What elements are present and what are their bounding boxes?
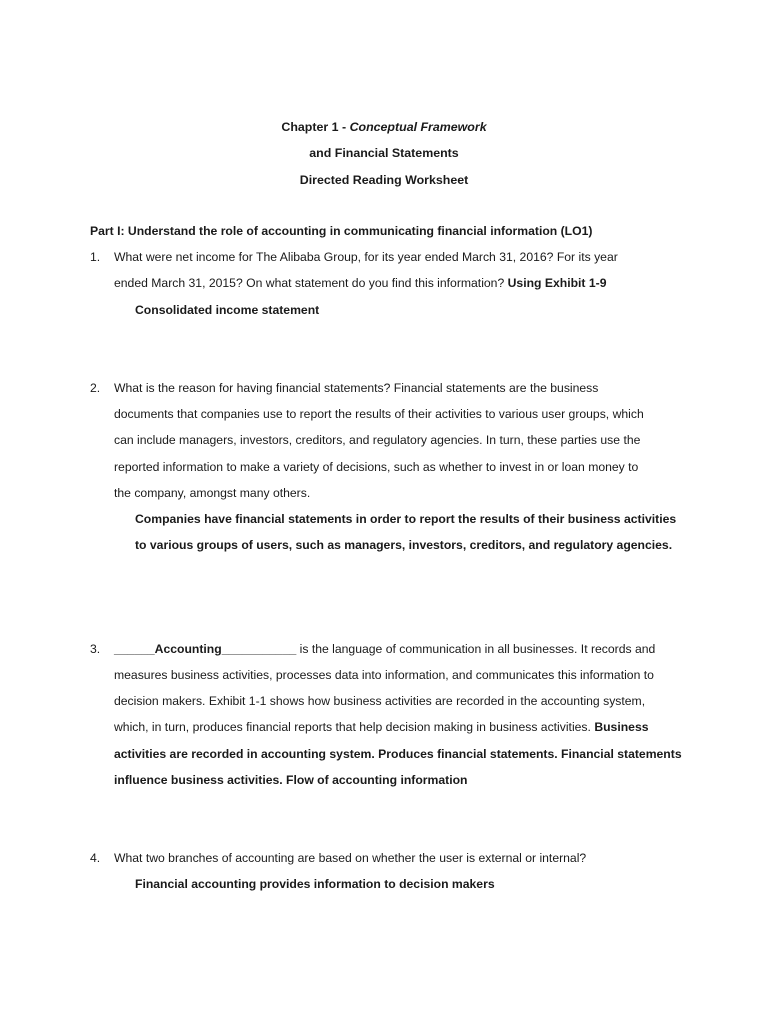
title-italic: Conceptual Framework (349, 120, 487, 134)
q1-number: 1. (90, 250, 101, 264)
q2-line-1: What is the reason for having financial statements? Financial statements are the business (114, 381, 599, 395)
q1-line-2-bold: Using Exhibit 1-9 (507, 276, 607, 290)
q4-answer: Financial accounting provides information to decision makers (135, 877, 495, 891)
q3-line-3: decision makers. Exhibit 1-1 shows how business activities are recorded in the accounting system, (114, 694, 646, 708)
q2-line-4: reported information to make a variety of decisions, such as whether to invest in or loan money to (114, 460, 639, 474)
q2-answer-1: Companies have financial statements in order to report the results of their business activities (135, 512, 677, 526)
q2-line-3: can include managers, investors, creditors, and regulatory agencies. In turn, these parties use the (114, 433, 641, 447)
q3-line-4-bold: Business (594, 720, 649, 734)
q3-line-4-text: which, in turn, produces financial reports that help decision making in business activities. (114, 720, 595, 734)
title-line-1 (0, 120, 768, 134)
title-line-3: Directed Reading Worksheet (299, 173, 469, 187)
part1-heading: Part I: Understand the role of accounting in communicating financial information (LO1) (90, 224, 593, 238)
q3-line-2: measures business activities, processes data into information, and communicates this information to (114, 668, 654, 682)
q1-line-1: What were net income for The Alibaba Group, for its year ended March 31, 2016? For its year (114, 250, 618, 264)
q1-answer: Consolidated income statement (135, 303, 320, 317)
q2-answer-2: to various groups of users, such as managers, investors, creditors, and regulatory agencies. (135, 538, 673, 552)
q3-answer-1: activities are recorded in accounting system. Produces financial statements. Financial statements (114, 747, 682, 761)
q4-line-1: What two branches of accounting are based on whether the user is external or internal? (114, 851, 587, 865)
q3-line-1-rest: is the language of communication in all businesses. It records and (296, 642, 656, 656)
q4-number: 4. (90, 851, 101, 865)
q2-number: 2. (90, 381, 101, 395)
q3-line-4 (114, 719, 649, 735)
q1-line-2-text: ended March 31, 2015? On what statement do you find this information? (114, 276, 508, 290)
q2-line-5: the company, amongst many others. (114, 486, 311, 500)
q1-line-2 (114, 275, 607, 291)
q3-line-1 (114, 641, 655, 657)
q3-blank-answer: ______Accounting___________ (114, 642, 297, 656)
q3-answer-2: influence business activities. Flow of accounting information (114, 773, 468, 787)
q3-number: 3. (90, 642, 101, 656)
title-line-2: and Financial Statements (309, 146, 459, 160)
title-prefix: Chapter 1 - (281, 120, 350, 134)
q2-line-2: documents that companies use to report the results of their activities to various user groups, which (114, 407, 644, 421)
